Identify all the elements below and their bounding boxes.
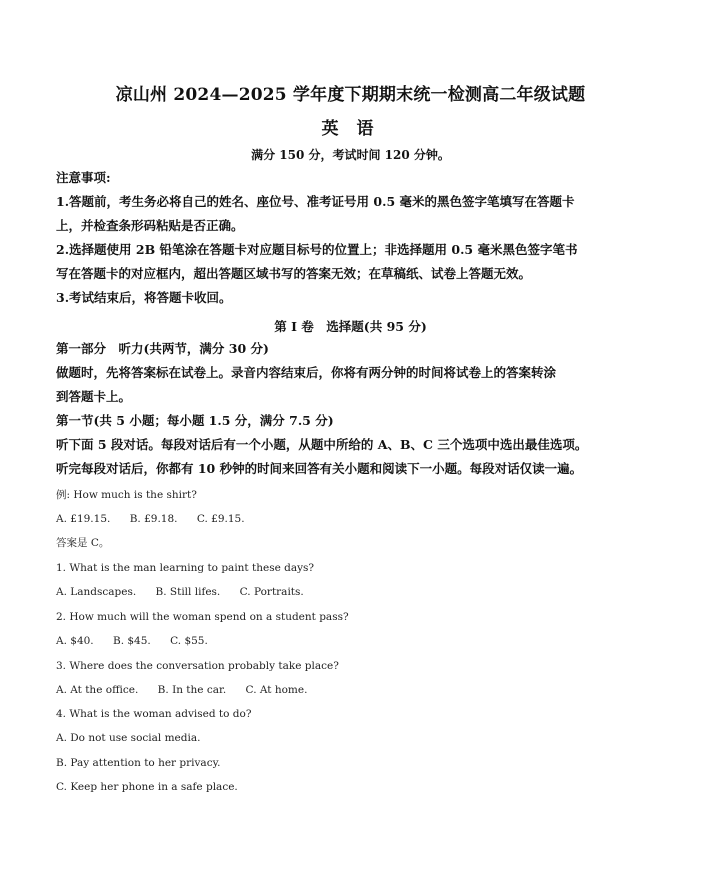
question-3-options bbox=[56, 683, 323, 697]
note-line: 上，并检查条形码粘贴是否正确。 bbox=[56, 218, 244, 233]
option-b: B. In the car. bbox=[157, 684, 227, 696]
question-4-option-b: B. Pay attention to her privacy. bbox=[56, 757, 221, 769]
option-b: B. £9.18. bbox=[129, 513, 178, 525]
part1-instruction: 做题时，先将答案标在试卷上。录音内容结束后，你将有两分钟的时间将试卷上的答案转涂 bbox=[56, 365, 557, 380]
question-2: 2. How much will the woman spend on a student pass? bbox=[56, 611, 349, 623]
option-c: C. $55. bbox=[170, 635, 208, 647]
option-c: C. £9.15. bbox=[196, 513, 245, 525]
section1-instruction: 听完每段对话后，你都有 10 秒钟的时间来回答有关小题和阅读下一小题。每段对话仅读一遍。 bbox=[56, 461, 583, 476]
example-options bbox=[56, 512, 261, 526]
option-c: C. At home. bbox=[245, 684, 308, 696]
question-4: 4. What is the woman advised to do? bbox=[56, 708, 252, 720]
note-line: 3.考试结束后，将答题卡收回。 bbox=[56, 290, 232, 305]
example-answer: 答案是 C。 bbox=[56, 537, 110, 549]
note-line: 2.选择题使用 2B 铅笔涂在答题卡对应题目标号的位置上；非选择题用 0.5 毫米黑色签字笔书 bbox=[56, 242, 578, 257]
section1-instruction: 听下面 5 段对话。每段对话后有一个小题，从题中所给的 A、B、C 三个选项中选出最佳选项。 bbox=[56, 437, 588, 452]
score-info: 满分 150 分，考试时间 120 分钟。 bbox=[251, 148, 450, 162]
question-4-option-c: C. Keep her phone in a safe place. bbox=[56, 781, 238, 793]
note-line: 1.答题前，考生务必将自己的姓名、座位号、准考证号用 0.5 毫米的黑色签字笔填写在答题卡 bbox=[56, 194, 575, 209]
question-1-options bbox=[56, 585, 320, 599]
section1-heading: 第一节(共 5 小题；每小题 1.5 分，满分 7.5 分) bbox=[56, 413, 334, 428]
question-2-options bbox=[56, 634, 224, 648]
note-line: 写在答题卡的对应框内，超出答题区域书写的答案无效；在草稿纸、试卷上答题无效。 bbox=[56, 266, 532, 281]
question-4-option-a: A. Do not use social media. bbox=[56, 732, 201, 744]
notes-heading: 注意事项: bbox=[56, 170, 111, 185]
exam-title: 凉山州 2024—2025 学年度下期期末统一检测高二年级试题 bbox=[115, 85, 586, 105]
question-1: 1. What is the man learning to paint these days? bbox=[56, 562, 315, 574]
option-a: A. $40. bbox=[56, 635, 94, 647]
option-b: B. $45. bbox=[112, 635, 151, 647]
option-c: C. Portraits. bbox=[239, 586, 304, 598]
option-a: A. Landscapes. bbox=[56, 586, 137, 598]
example-question: 例: How much is the shirt? bbox=[56, 489, 197, 501]
option-a: A. £19.15. bbox=[56, 513, 111, 525]
part1-instruction: 到答题卡上。 bbox=[56, 389, 132, 404]
volume-title: 第 I 卷 选择题(共 95 分) bbox=[274, 319, 427, 334]
subject-title: 英 语 bbox=[321, 119, 380, 139]
part1-heading: 第一部分 听力(共两节，满分 30 分) bbox=[56, 341, 269, 356]
question-3: 3. Where does the conversation probably take place? bbox=[56, 660, 339, 672]
option-b: B. Still lifes. bbox=[155, 586, 221, 598]
option-a: A. At the office. bbox=[56, 684, 139, 696]
